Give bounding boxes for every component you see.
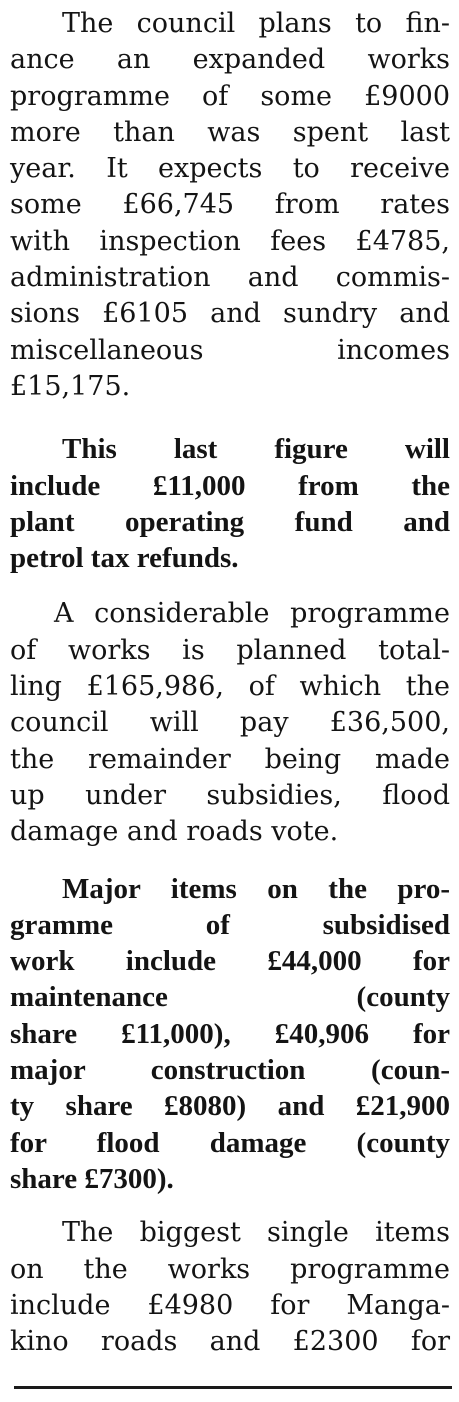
text-line: This last figure will [62,433,450,466]
column-end-rule [14,1386,452,1389]
text-line: kino roads and £2300 for [10,1326,450,1358]
text-line: major construction (coun- [10,1054,450,1087]
text-line: gramme of subsidised [10,908,450,941]
text-line: ance an expanded works [10,44,450,76]
text-line: miscellaneous incomes [10,334,450,366]
text-line: sions £6105 and sundry and [10,298,450,330]
text-line: more than was spent last [10,116,450,148]
text-line: ling £165,986, of which the [10,671,450,703]
paragraph-biggest-items [10,1215,450,1360]
paragraph-last-figure [10,431,450,576]
text-line: administration and commis- [10,262,450,294]
text-line: ty share £8080) and £21,900 [10,1090,450,1123]
text-line: The biggest single items [62,1217,450,1249]
text-line: petrol tax refunds. [10,542,239,575]
paragraph-works-programme [10,596,450,850]
text-line: work include £44,000 for [10,945,450,978]
text-line: A considerable programme [54,598,450,630]
text-line: Major items on the pro- [62,872,450,905]
text-line: programme of some £9000 [10,80,450,112]
text-line: £15,175. [10,370,131,402]
text-line: council will pay £36,500, [10,707,450,739]
text-line: for flood damage (county [10,1126,450,1159]
paragraph-major-items [10,871,450,1198]
text-line: some £66,745 from rates [10,189,450,221]
text-line: include £4980 for Manga- [10,1289,450,1321]
text-line: share £7300). [10,1162,174,1195]
text-line: year. It expects to receive [10,153,450,185]
text-line: share £11,000), £40,906 for [10,1017,450,1050]
text-line: with inspection fees £4785, [10,225,450,257]
paragraph-finance-plans [10,6,450,405]
text-line: The council plans to fin- [62,8,450,39]
text-line: of works is planned total- [10,634,450,666]
text-line: plant operating fund and [10,505,450,538]
article-column [10,6,450,1360]
text-line: maintenance (county [10,981,450,1014]
text-line: on the works programme [10,1253,450,1285]
text-line: up under subsidies, flood [10,779,450,811]
text-line: damage and roads vote. [10,816,339,848]
text-line: the remainder being made [10,743,450,775]
text-line: include £11,000 from the [10,469,450,502]
